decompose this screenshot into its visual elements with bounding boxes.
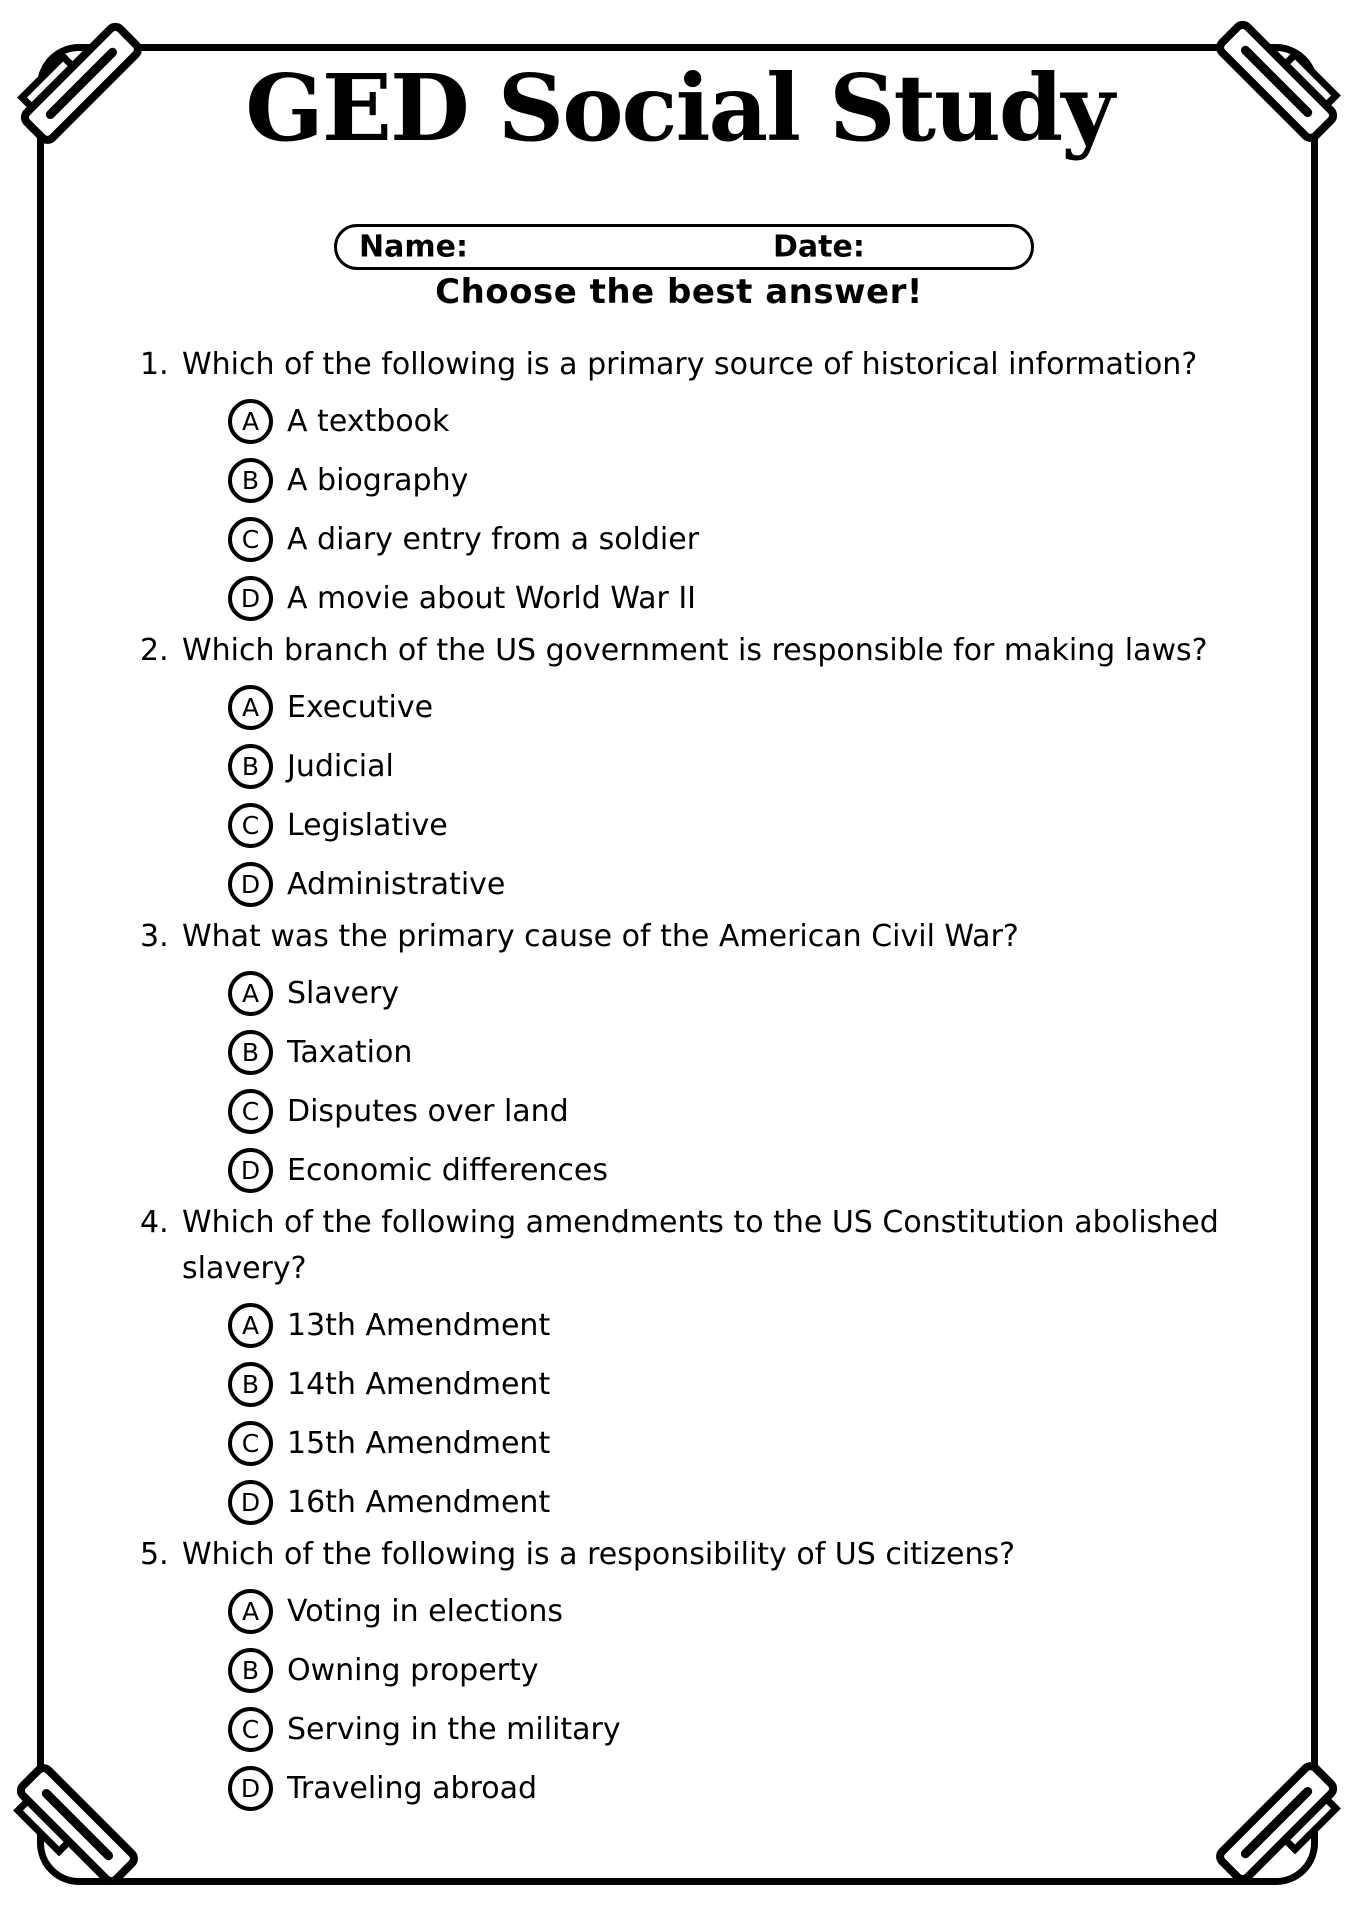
question-text: Which branch of the US government is responsible for making laws? [182, 633, 1208, 668]
option-row [0, 1296, 1358, 1355]
answer-bubble[interactable]: A [228, 399, 273, 444]
option-row [0, 855, 1358, 914]
answer-bubble[interactable]: C [228, 1421, 273, 1466]
option-row [0, 1759, 1358, 1818]
question-block [0, 914, 1358, 1200]
question-header [140, 628, 1268, 674]
question-header [140, 1200, 1268, 1292]
answer-bubble[interactable]: B [228, 744, 273, 789]
question-block [0, 628, 1358, 914]
option-text: Legislative [287, 808, 448, 843]
option-text: Traveling abroad [287, 1771, 537, 1806]
option-text: 15th Amendment [287, 1426, 551, 1461]
answer-bubble[interactable]: A [228, 1303, 273, 1348]
answer-bubble[interactable]: B [228, 1362, 273, 1407]
option-text: A textbook [287, 404, 450, 439]
option-row [0, 510, 1358, 569]
option-row [0, 1700, 1358, 1759]
option-row [0, 737, 1358, 796]
option-text: Slavery [287, 976, 400, 1011]
option-text: Executive [287, 690, 434, 725]
option-text: Taxation [287, 1035, 413, 1070]
question-number: 3. [140, 919, 169, 954]
option-row [0, 1141, 1358, 1200]
question-header [140, 1532, 1268, 1578]
option-text: A diary entry from a soldier [287, 522, 700, 557]
question-number: 4. [140, 1205, 169, 1240]
option-row [0, 1582, 1358, 1641]
question-block [0, 1532, 1358, 1818]
answer-bubble[interactable]: C [228, 517, 273, 562]
option-text: Judicial [287, 749, 394, 784]
question-text: What was the primary cause of the American Civil War? [182, 919, 1019, 954]
option-text: Serving in the military [287, 1712, 621, 1747]
questions-list [0, 342, 1358, 1818]
option-row [0, 1082, 1358, 1141]
option-row [0, 569, 1358, 628]
option-text: A biography [287, 463, 469, 498]
date-input-area[interactable] [867, 231, 1027, 263]
question-text: Which of the following is a responsibility of US citizens? [182, 1537, 1016, 1572]
answer-bubble[interactable]: D [228, 1148, 273, 1193]
option-row [0, 1473, 1358, 1532]
option-text: Economic differences [287, 1153, 608, 1188]
answer-bubble[interactable]: B [228, 1648, 273, 1693]
option-text: Administrative [287, 867, 506, 902]
question-header [140, 914, 1268, 960]
option-row [0, 964, 1358, 1023]
option-text: Voting in elections [287, 1594, 563, 1629]
answer-bubble[interactable]: D [228, 1766, 273, 1811]
option-text: 13th Amendment [287, 1308, 551, 1343]
option-text: A movie about World War II [287, 581, 697, 616]
answer-bubble[interactable]: A [228, 971, 273, 1016]
option-row [0, 796, 1358, 855]
answer-bubble[interactable]: A [228, 685, 273, 730]
option-text: Owning property [287, 1653, 539, 1688]
answer-bubble[interactable]: D [228, 1480, 273, 1525]
option-row [0, 451, 1358, 510]
answer-bubble[interactable]: A [228, 1589, 273, 1634]
name-label: Name: [359, 229, 468, 265]
date-label: Date: [773, 229, 865, 265]
question-text: Which of the following amendments to the US Constitution abolished slavery? [182, 1205, 1219, 1286]
option-text: 16th Amendment [287, 1485, 551, 1520]
name-date-field [334, 224, 1034, 270]
question-block [0, 1200, 1358, 1532]
option-row [0, 1355, 1358, 1414]
question-number: 2. [140, 633, 169, 668]
answer-bubble[interactable]: C [228, 1089, 273, 1134]
option-row [0, 1023, 1358, 1082]
name-input-area[interactable] [467, 231, 757, 263]
question-number: 5. [140, 1537, 169, 1572]
option-text: Disputes over land [287, 1094, 569, 1129]
option-row [0, 1641, 1358, 1700]
option-text: 14th Amendment [287, 1367, 551, 1402]
answer-bubble[interactable]: B [228, 458, 273, 503]
page-title: GED Social Study [245, 54, 1113, 162]
question-number: 1. [140, 347, 169, 382]
answer-bubble[interactable]: D [228, 576, 273, 621]
option-row [0, 1414, 1358, 1473]
answer-bubble[interactable]: B [228, 1030, 273, 1075]
answer-bubble[interactable]: D [228, 862, 273, 907]
question-header [140, 342, 1268, 388]
answer-bubble[interactable]: C [228, 1707, 273, 1752]
option-row [0, 678, 1358, 737]
question-block [0, 342, 1358, 628]
instruction-text: Choose the best answer! [435, 272, 923, 312]
question-text: Which of the following is a primary source of historical information? [182, 347, 1198, 382]
answer-bubble[interactable]: C [228, 803, 273, 848]
option-row [0, 392, 1358, 451]
